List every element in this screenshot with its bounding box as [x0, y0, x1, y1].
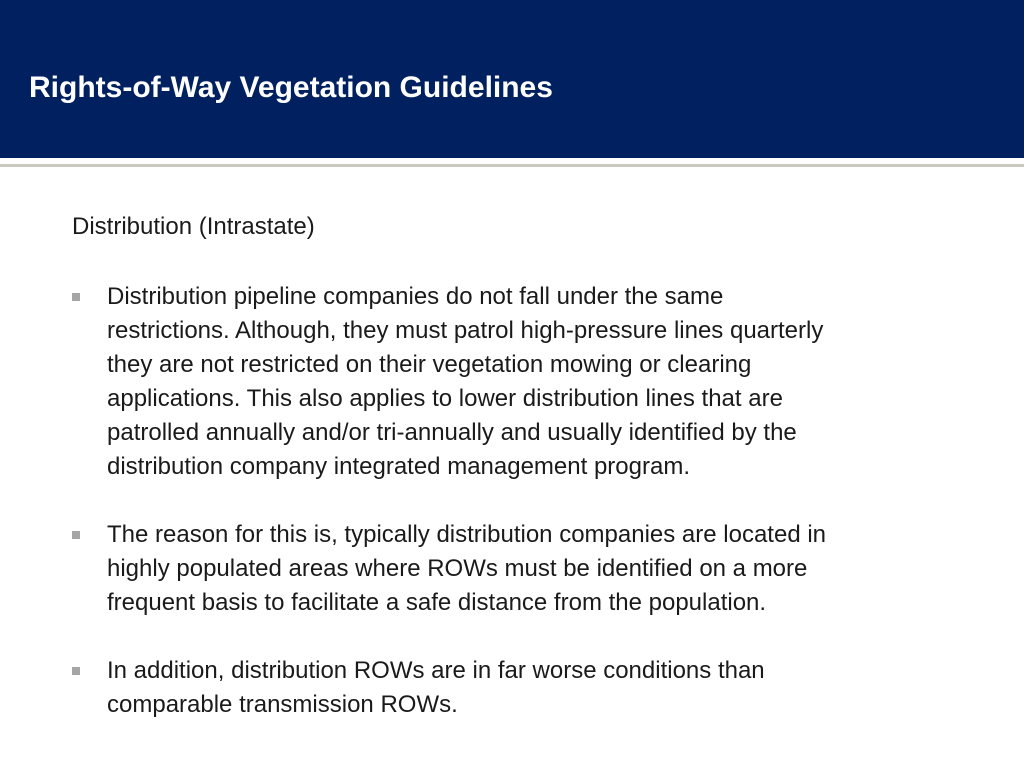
bullet-text: Distribution pipeline companies do not fall under the same restrictions. Although, they must patrol high-pressure lines quarterly they are not restricted on their vegetation mowing or clearing applications. This also applies to lower distribution lines that are patrolled annually and/or tri-annually and usually identified by the distribution company integrated management program.	[107, 283, 824, 480]
bullet-item	[72, 280, 972, 484]
square-bullet-icon	[72, 531, 80, 539]
square-bullet-icon	[72, 667, 80, 675]
bullet-item	[72, 654, 972, 722]
header-divider	[0, 164, 1024, 167]
square-bullet-icon	[72, 293, 80, 301]
slide-title: Rights-of-Way Vegetation Guidelines	[29, 71, 553, 104]
header-bar	[0, 0, 1024, 158]
bullet-text: The reason for this is, typically distribution companies are located in highly populated areas where ROWs must be identified on a more frequent basis to facilitate a safe distance from the population.	[107, 521, 827, 616]
bullet-list	[72, 280, 972, 756]
bullet-text: In addition, distribution ROWs are in far worse conditions than comparable transmission ROWs.	[107, 657, 765, 718]
bullet-item	[72, 518, 972, 620]
section-subheading: Distribution (Intrastate)	[72, 213, 315, 240]
